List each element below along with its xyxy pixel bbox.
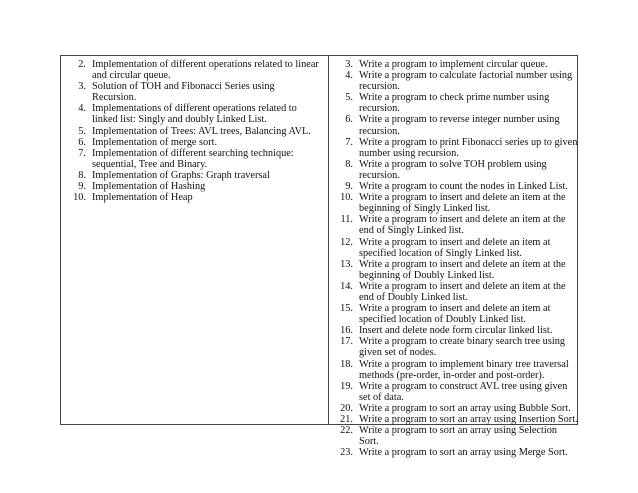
item-number: 17.: [340, 336, 353, 348]
list-item: [336, 70, 578, 92]
item-number: 19.: [340, 380, 353, 392]
list-item: [336, 381, 578, 403]
list-item: [336, 303, 578, 325]
list-item: [336, 181, 578, 192]
item-number: 20.: [340, 402, 353, 414]
item-text: Solution of TOH and Fibonacci Series using Recursion.: [92, 81, 275, 104]
item-number: 7.: [78, 147, 86, 159]
item-text: Write a program to insert and delete an item at the beginning of Doubly Linked list.: [359, 258, 566, 281]
item-text: Write a program to insert and delete an item at the beginning of Singly Linked list.: [359, 192, 566, 215]
item-number: 12.: [340, 236, 353, 248]
item-text: Write a program to implement circular queue.: [359, 59, 548, 70]
list-item: [336, 414, 578, 425]
item-number: 13.: [340, 258, 353, 270]
list-item: [336, 359, 578, 381]
item-text: Implementation of Hashing: [92, 181, 206, 193]
item-number: 3.: [345, 59, 353, 70]
list-item: [336, 92, 578, 114]
item-number: 8.: [78, 169, 86, 181]
item-text: Write a program to insert and delete an item at specified location of Doubly Linked list.: [359, 303, 551, 326]
item-text: Write a program to sort an array using Insertion Sort.: [359, 414, 578, 425]
list-item: [336, 114, 578, 136]
left-column-list: [69, 59, 321, 203]
list-item: [336, 325, 578, 336]
item-number: 22.: [340, 425, 353, 437]
item-text: Write a program to create binary search tree using given set of nodes.: [359, 336, 565, 359]
item-number: 18.: [340, 358, 353, 370]
list-item: [336, 214, 578, 236]
item-number: 11.: [340, 214, 353, 226]
item-text: Write a program to calculate factorial number using recursion.: [359, 70, 573, 93]
list-item: [69, 59, 321, 81]
item-text: Write a program to solve TOH problem using recursion.: [359, 158, 547, 181]
item-text: Insert and delete node form circular linked list.: [359, 325, 553, 337]
item-text: Write a program to sort an array using Selection Sort.: [359, 425, 558, 448]
item-text: Implementation of different searching technique: sequential, Tree and Binary.: [92, 147, 294, 170]
item-text: Implementation of Graphs: Graph traversal: [92, 169, 270, 181]
list-item: [69, 148, 321, 170]
item-text: Write a program to reverse integer number using recursion.: [359, 114, 560, 137]
list-item: [336, 237, 578, 259]
list-item: [69, 137, 321, 148]
item-text: Write a program to construct AVL tree using given set of data.: [359, 380, 568, 403]
item-number: 4.: [345, 70, 353, 82]
item-text: Write a program to insert and delete an item at the end of Singly Linked list.: [359, 214, 566, 237]
item-text: Implementation of Heap: [92, 192, 193, 204]
item-text: Write a program to sort an array using Merge Sort.: [359, 447, 568, 459]
right-column-list: [336, 59, 578, 458]
item-number: 5.: [78, 125, 86, 137]
item-number: 2.: [78, 59, 86, 70]
list-item: [69, 126, 321, 137]
item-text: Implementation of merge sort.: [92, 136, 218, 148]
item-text: Write a program to check prime number using recursion.: [359, 92, 550, 115]
list-item: [336, 425, 578, 447]
list-item: [69, 103, 321, 125]
item-number: 10.: [340, 192, 353, 204]
list-item: [69, 81, 321, 103]
item-text: Write a program to insert and delete an item at the end of Doubly Linked list.: [359, 280, 566, 303]
item-number: 6.: [345, 114, 353, 126]
list-item: [336, 259, 578, 281]
list-item: [69, 192, 321, 203]
item-number: 6.: [78, 136, 86, 148]
column-divider: [328, 56, 329, 424]
item-number: 10.: [73, 192, 86, 204]
item-text: Implementations of different operations related to linked list: Singly and doubly Linked List.: [92, 103, 297, 126]
item-number: 3.: [78, 81, 86, 93]
item-number: 23.: [340, 447, 353, 459]
list-item: [336, 447, 578, 458]
item-number: 9.: [345, 181, 353, 193]
item-text: Write a program to sort an array using Bubble Sort.: [359, 402, 571, 414]
list-item: [69, 181, 321, 192]
lab-list-table: [60, 55, 578, 459]
item-text: Implementation of different operations related to linear and circular queue.: [92, 59, 319, 82]
item-text: Write a program to insert and delete an item at specified location of Singly Linked list.: [359, 236, 551, 259]
item-number: 9.: [78, 181, 86, 193]
list-item: [336, 192, 578, 214]
item-text: Write a program to print Fibonacci series up to given number using recursion.: [359, 136, 578, 159]
item-number: 14.: [340, 280, 353, 292]
item-text: Implementation of Trees: AVL trees, Balancing AVL.: [92, 125, 311, 137]
item-text: Write a program to implement binary tree traversal methods (pre-order, in-order and post-order).: [359, 358, 569, 381]
list-item: [336, 281, 578, 303]
list-item: [336, 159, 578, 181]
item-number: 5.: [345, 92, 353, 104]
item-number: 8.: [345, 158, 353, 170]
list-item: [336, 59, 578, 70]
item-number: 21.: [340, 414, 353, 425]
item-number: 15.: [340, 303, 353, 315]
item-number: 7.: [345, 136, 353, 148]
list-item: [69, 170, 321, 181]
item-text: Write a program to count the nodes in Linked List.: [359, 181, 568, 193]
list-item: [336, 137, 578, 159]
item-number: 16.: [340, 325, 353, 337]
list-item: [336, 336, 578, 358]
list-item: [336, 403, 578, 414]
item-number: 4.: [78, 103, 86, 115]
